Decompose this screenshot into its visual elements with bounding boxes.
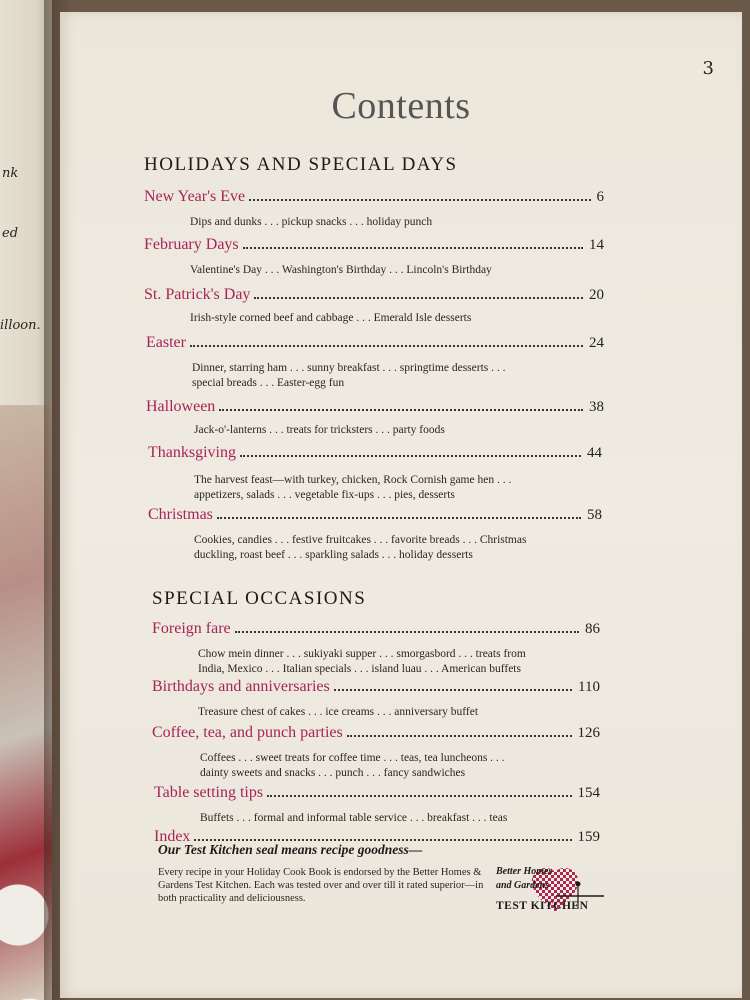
entry-desc: special breads . . . Easter-egg fun — [192, 377, 345, 389]
dot-leader — [219, 408, 583, 411]
entry-title: Index — [154, 828, 191, 845]
entry-desc: Coffees . . . sweet treats for coffee time . . . teas, tea luncheons . . . — [200, 752, 505, 764]
entry-desc: Dinner, starring ham . . . sunny breakfast . . . springtime desserts . . . — [192, 362, 506, 374]
toc-entry-easter[interactable] — [146, 334, 604, 352]
entry-page: 38 — [589, 399, 604, 415]
entry-page: 44 — [587, 445, 602, 461]
entry-desc: Treasure chest of cakes . . . ice creams . . . anniversary buffet — [198, 706, 479, 718]
entry-title: Thanksgiving — [148, 444, 236, 461]
entry-desc: Valentine's Day . . . Washington's Birthday . . . Lincoln's Birthday — [190, 264, 492, 276]
toc-entry-thanksgiving[interactable] — [148, 444, 602, 462]
dot-leader — [243, 246, 583, 249]
entry-page: 58 — [587, 507, 602, 523]
toc-entry-new-years-eve[interactable] — [144, 188, 604, 206]
entry-page: 24 — [589, 335, 604, 351]
test-kitchen-logo — [496, 862, 606, 932]
left-page-fragment: illoon. — [0, 318, 41, 333]
entry-desc: appetizers, salads . . . vegetable fix-ups . . . pies, desserts — [194, 489, 455, 501]
entry-page: 159 — [577, 829, 600, 845]
entry-desc: Dips and dunks . . . pickup snacks . . . holiday punch — [190, 216, 433, 228]
entry-title: St. Patrick's Day — [144, 286, 251, 303]
page-number: 3 — [702, 58, 714, 79]
contents-page — [60, 12, 742, 998]
seal-body: Every recipe in your Holiday Cook Book is endorsed by the Better Homes & Gardens Test Kitchen. Each was tested over and over till it rated superior—in both practicality and deliciousness. — [158, 867, 484, 904]
entry-page: 86 — [585, 621, 600, 637]
entry-page: 110 — [578, 679, 600, 695]
left-page-fragment: nk — [2, 166, 19, 181]
dot-leader — [347, 734, 572, 737]
dot-leader — [190, 344, 583, 347]
toc-entry-st-patricks-day[interactable] — [144, 286, 604, 304]
logo-text-line3: TEST KITCHEN — [496, 900, 589, 912]
page-title: Contents — [331, 85, 471, 127]
dot-leader — [249, 198, 590, 201]
dot-leader — [235, 630, 579, 633]
dot-leader — [217, 516, 581, 519]
dot-leader — [267, 794, 571, 797]
entry-title: Birthdays and anniversaries — [152, 678, 330, 695]
entry-title: New Year's Eve — [144, 188, 246, 205]
toc-entry-table-setting-tips[interactable] — [154, 784, 600, 802]
logo-text-line2: and Gardens — [496, 880, 550, 891]
entry-page: 14 — [589, 237, 604, 253]
left-page-fragment: ed — [2, 226, 19, 241]
entry-desc: Cookies, candies . . . festive fruitcakes . . . favorite breads . . . Christmas — [194, 534, 527, 546]
entry-title: Table setting tips — [154, 784, 264, 801]
toc-entry-christmas[interactable] — [148, 506, 602, 524]
entry-desc: duckling, roast beef . . . sparkling salads . . . holiday desserts — [194, 549, 473, 561]
entry-desc: Chow mein dinner . . . sukiyaki supper . . . smorgasbord . . . treats from — [198, 648, 526, 660]
entry-page: 6 — [596, 189, 604, 205]
entry-page: 126 — [577, 725, 600, 741]
entry-page: 154 — [577, 785, 600, 801]
entry-desc: Jack-o'-lanterns . . . treats for tricksters . . . party foods — [194, 424, 445, 436]
entry-desc: India, Mexico . . . Italian specials . . . island luau . . . American buffets — [198, 663, 521, 675]
dot-leader — [254, 296, 583, 299]
section-heading-special-occasions: SPECIAL OCCASIONS — [152, 588, 367, 609]
entry-title: February Days — [144, 236, 239, 253]
entry-desc: The harvest feast—with turkey, chicken, Rock Cornish game hen . . . — [194, 474, 512, 486]
toc-entry-foreign-fare[interactable] — [152, 620, 600, 638]
dot-leader — [194, 838, 571, 841]
entry-title: Christmas — [148, 506, 213, 523]
entry-desc: Irish-style corned beef and cabbage . . . Emerald Isle desserts — [190, 312, 472, 324]
entry-title: Easter — [146, 334, 186, 351]
dot-leader — [334, 688, 572, 691]
logo-text-line1: Better Homes — [496, 866, 553, 877]
entry-title: Foreign fare — [152, 620, 231, 637]
seal-heading: Our Test Kitchen seal means recipe goodness— — [158, 842, 423, 857]
toc-entry-halloween[interactable] — [146, 398, 604, 416]
toc-entry-february-days[interactable] — [144, 236, 604, 254]
entry-desc: Buffets . . . formal and informal table service . . . breakfast . . . teas — [200, 812, 508, 824]
toc-entry-birthdays-and-anniversaries[interactable] — [152, 678, 600, 696]
entry-title: Coffee, tea, and punch parties — [152, 724, 343, 741]
entry-page: 20 — [589, 287, 604, 303]
section-heading-holidays: HOLIDAYS AND SPECIAL DAYS — [144, 154, 458, 175]
entry-title: Halloween — [146, 398, 216, 415]
dot-leader — [240, 454, 581, 457]
toc-entry-coffee-tea-punch[interactable] — [152, 724, 600, 742]
entry-desc: dainty sweets and snacks . . . punch . . . fancy sandwiches — [200, 767, 466, 779]
